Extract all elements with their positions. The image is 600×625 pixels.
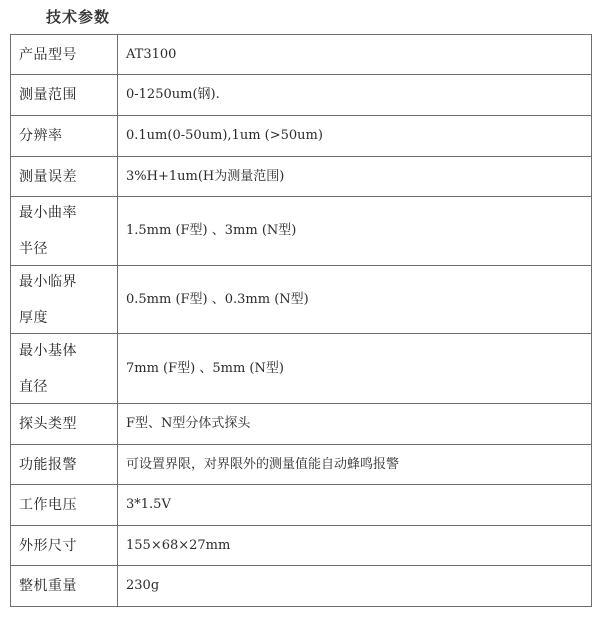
row-value: 155×68×27mm <box>118 526 592 566</box>
spec-table <box>10 34 592 607</box>
row-value: F型、N型分体式探头 <box>118 404 592 445</box>
row-value: 7mm (F型) 、5mm (N型) <box>118 334 592 404</box>
table-row <box>11 485 592 526</box>
row-label: 测量范围 <box>11 75 118 116</box>
table-row <box>11 566 592 607</box>
table-row <box>11 35 592 75</box>
row-label-line: 半径 <box>19 241 48 257</box>
row-value: 3*1.5V <box>118 485 592 526</box>
row-value: 3%H+1um(H为测量范围) <box>118 157 592 197</box>
row-label: 整机重量 <box>11 566 118 607</box>
table-row <box>11 197 592 266</box>
row-label-line: 最小临界 <box>19 273 77 290</box>
row-value: 可设置界限，对界限外的测量值能自动蜂鸣报警 <box>118 445 592 485</box>
row-label: 功能报警 <box>11 445 118 485</box>
row-value: 0.1um(0-50um),1um (>50um) <box>118 116 592 157</box>
table-row <box>11 116 592 157</box>
table-row <box>11 75 592 116</box>
row-value: 1.5mm (F型) 、3mm (N型) <box>118 197 592 266</box>
row-label <box>11 334 118 404</box>
row-label: 测量误差 <box>11 157 118 197</box>
table-row <box>11 334 592 404</box>
row-label: 产品型号 <box>11 35 118 75</box>
row-label-line: 厚度 <box>19 309 48 326</box>
row-label <box>11 197 118 266</box>
table-row <box>11 526 592 566</box>
section-heading: 技术参数 <box>46 8 111 26</box>
row-value: 0-1250um(钢). <box>118 75 592 116</box>
row-label: 工作电压 <box>11 485 118 526</box>
row-label: 分辨率 <box>11 116 118 157</box>
table-row <box>11 445 592 485</box>
row-value: AT3100 <box>118 35 592 75</box>
table-row <box>11 157 592 197</box>
row-label <box>11 266 118 334</box>
row-label-line: 直径 <box>19 378 48 395</box>
row-label-line: 最小曲率 <box>19 205 77 221</box>
table-row <box>11 404 592 445</box>
row-value: 0.5mm (F型) 、0.3mm (N型) <box>118 266 592 334</box>
row-label-line: 最小基体 <box>19 342 77 359</box>
row-label: 探头类型 <box>11 404 118 445</box>
row-label: 外形尺寸 <box>11 526 118 566</box>
table-row <box>11 266 592 334</box>
row-value: 230g <box>118 566 592 607</box>
